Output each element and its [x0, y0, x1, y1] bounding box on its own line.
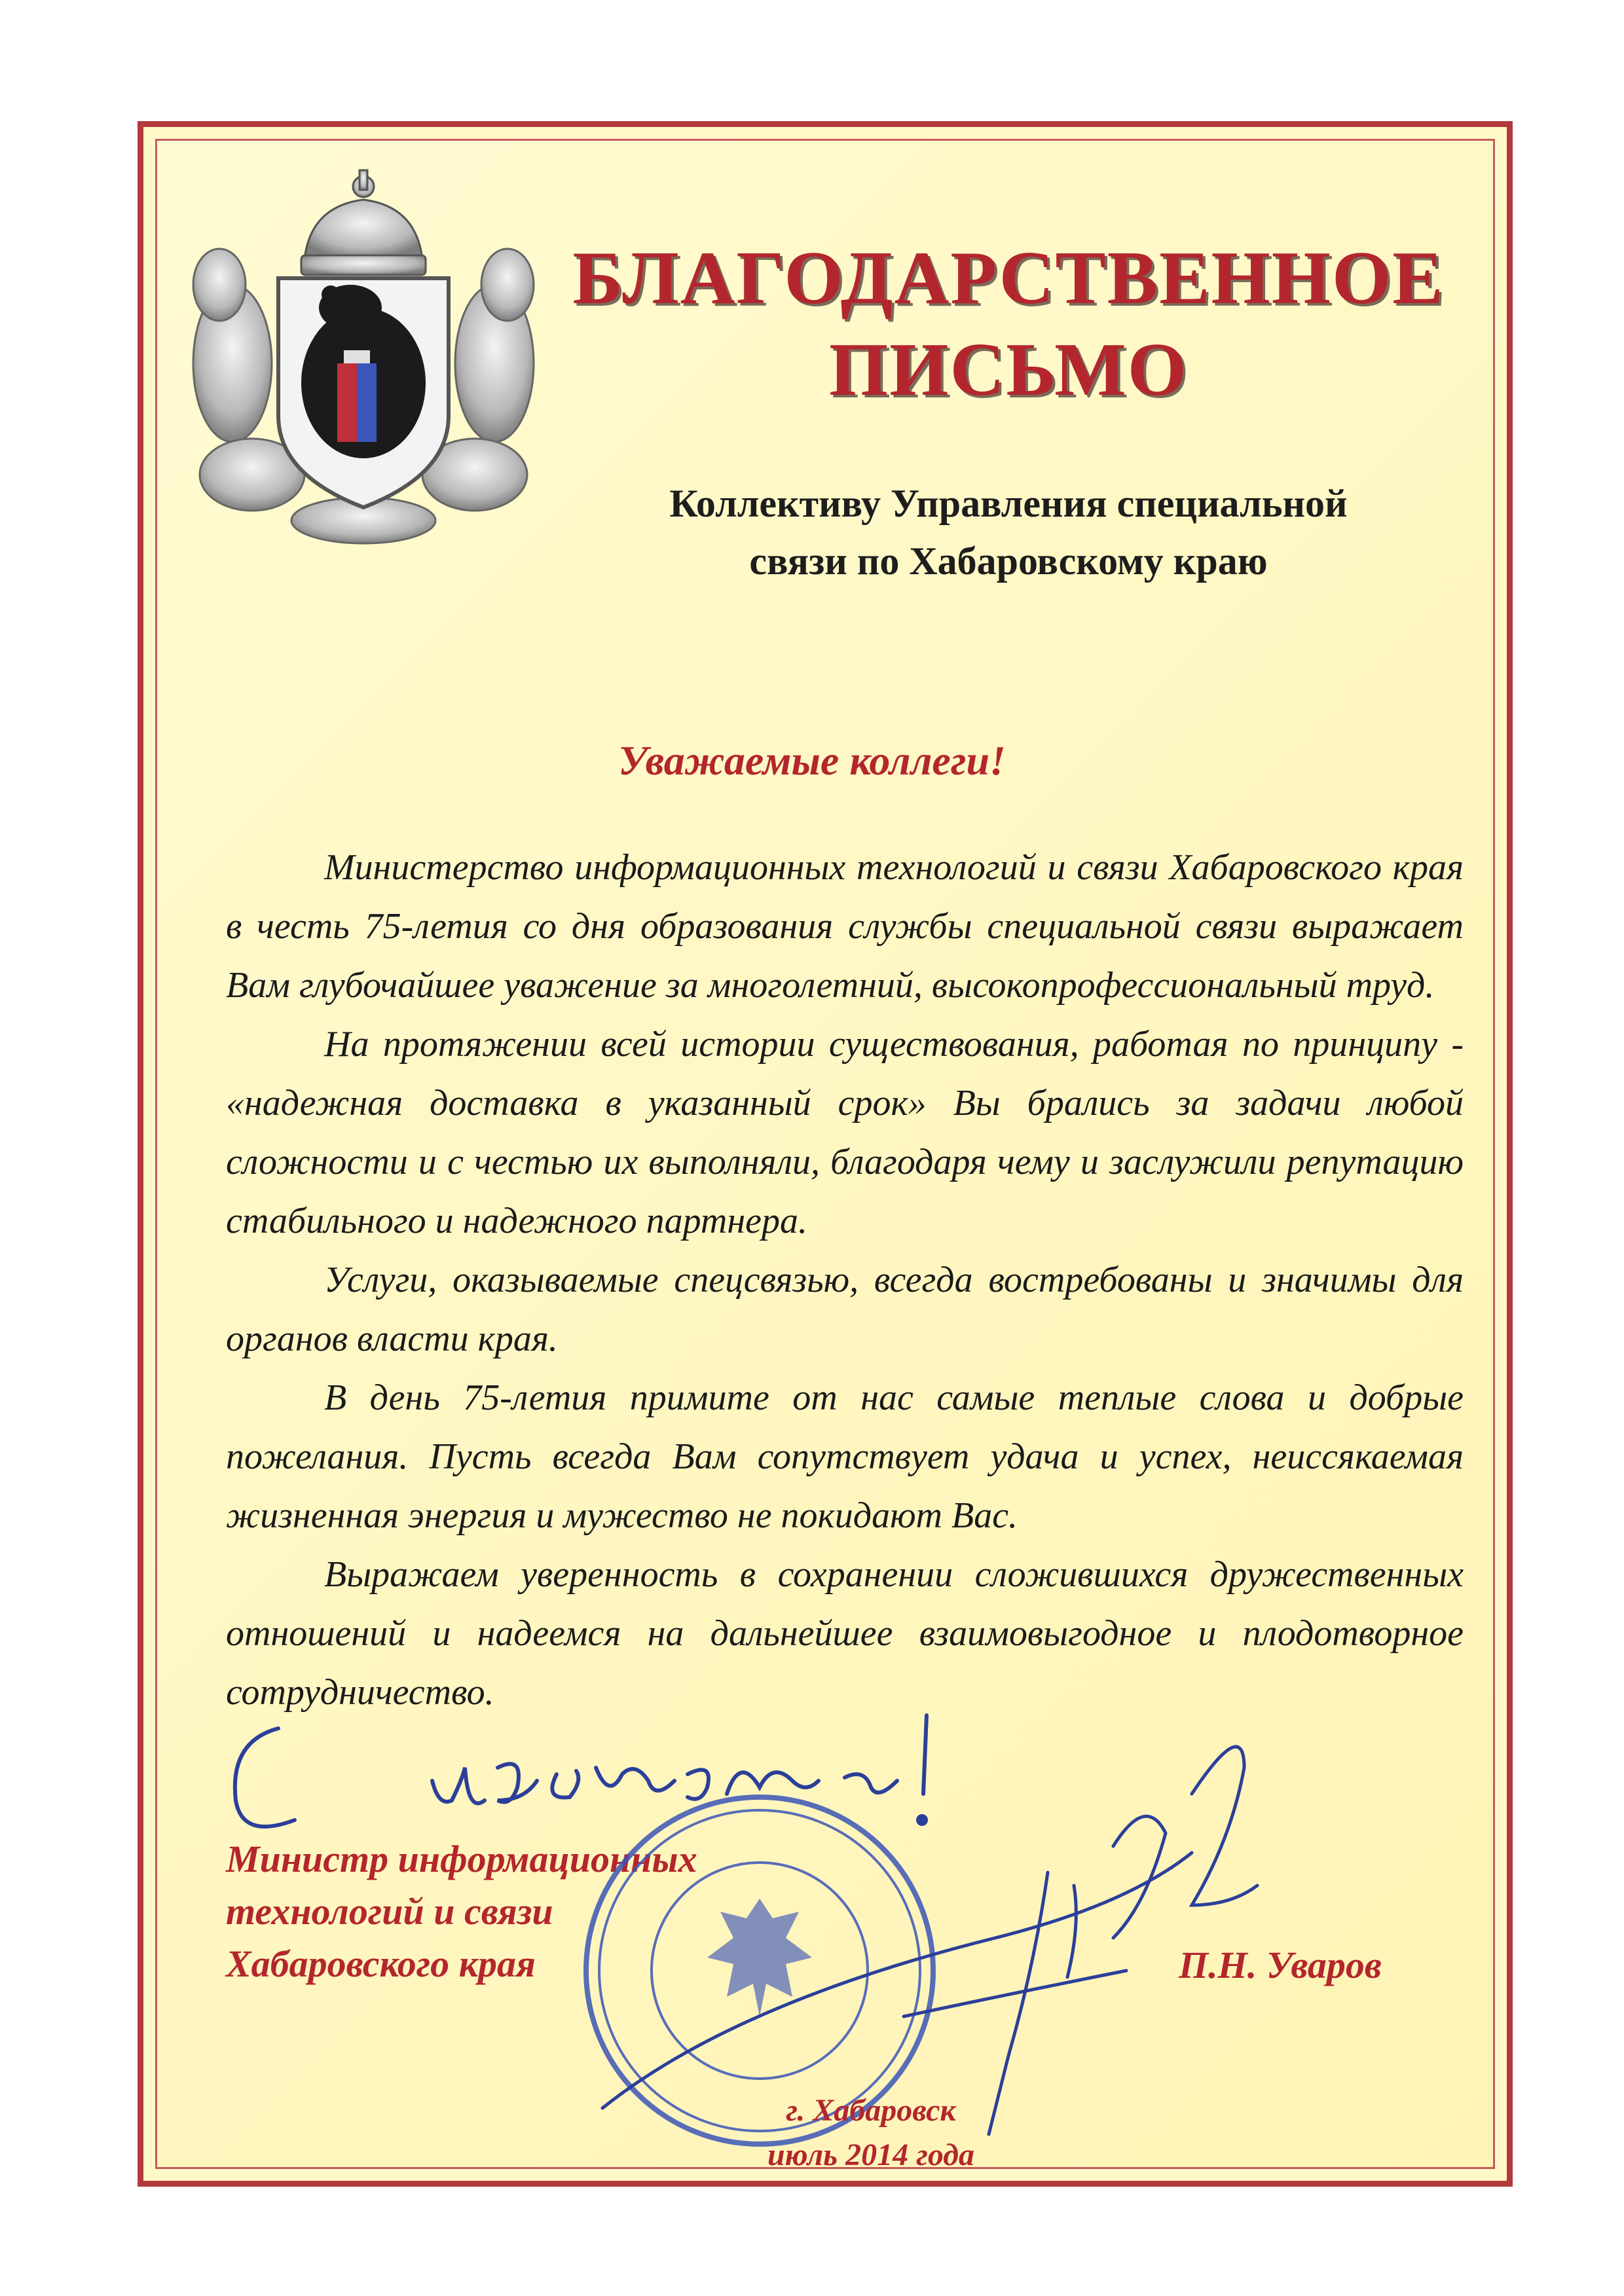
addressee-line-2: связи по Хабаровскому краю — [749, 539, 1268, 583]
addressee — [544, 475, 1473, 590]
place: г. Хабаровск — [786, 2093, 956, 2128]
title-line-2: ПИСЬМО — [829, 328, 1188, 412]
place-and-date — [674, 2088, 1067, 2178]
paragraph: Выражаем уверенность в сохранении сложившихся дружественных отношений и надеемся на дальнейшее взаимовыгодное и плодотворное сотрудничество. — [226, 1554, 1464, 1713]
letter-body — [226, 838, 1464, 1722]
paragraph: В день 75-летия примите от нас самые теплые слова и добрые пожелания. Пусть всегда Вам сопутствует удача и успех, неиссякаемая жизненная энергия и мужество не покидают Вас. — [226, 1377, 1464, 1536]
date: июль 2014 года — [767, 2138, 974, 2172]
signatory-line-3: Хабаровского края — [226, 1942, 536, 1985]
signatory-line-1: Министр информационных — [226, 1838, 697, 1880]
addressee-line-1: Коллективу Управления специальной — [669, 482, 1348, 525]
paragraph: Министерство информационных технологий и связи Хабаровского края в честь 75-летия со дня образования службы специальной связи выражает Вам глубочайшее уважение за многолетний, высокопрофессиональный труд. — [226, 847, 1464, 1006]
greeting: Уважаемые коллеги! — [618, 737, 1006, 784]
paragraph: Услуги, оказываемые спецсвязью, всегда востребованы и значимы для органов власти края. — [226, 1260, 1464, 1359]
document-title — [544, 232, 1473, 416]
signatory-line-2: технологий и связи — [226, 1890, 553, 1933]
khabarovsk-coat-of-arms-icon — [180, 167, 547, 553]
title-line-1: БЛАГОДАРСТВЕННОЕ — [572, 236, 1445, 320]
signatory-name: П.Н. Уваров — [1179, 1944, 1382, 1986]
paragraph: На протяжении всей истории существования, работая по принципу - «надежная доставка в указанный срок» Вы брались за задачи любой сложности и с честью их выполняли, благодаря чему и заслужили репутацию стабильного и надежного партнера. — [226, 1024, 1464, 1241]
